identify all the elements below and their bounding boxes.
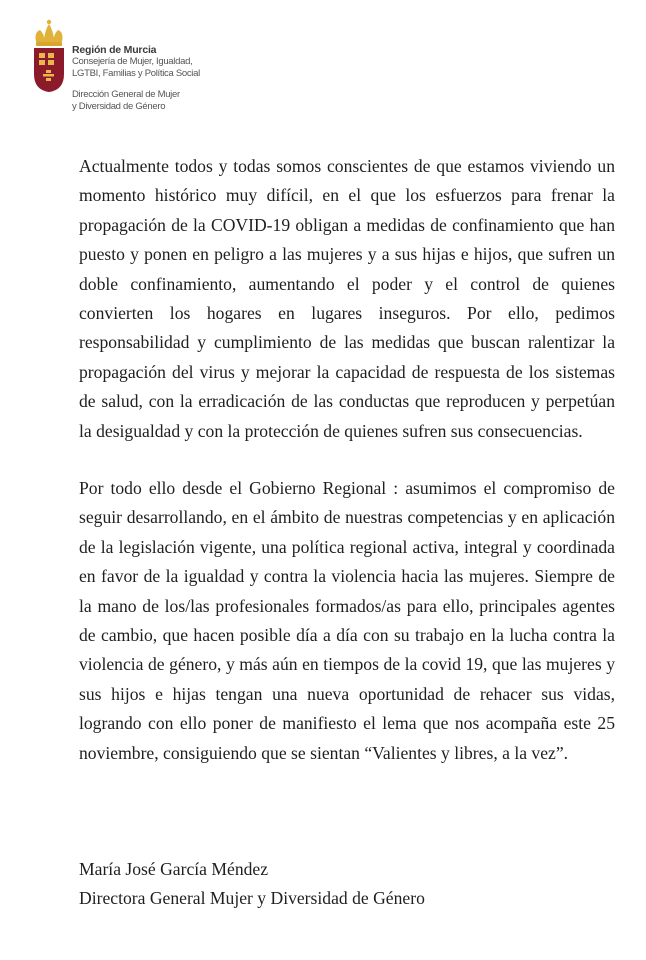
signatory-title: Directora General Mujer y Diversidad de Género: [79, 888, 425, 909]
organization-name: Región de Murcia: [72, 44, 157, 56]
region-de-murcia-coat-of-arms-icon: [32, 18, 66, 92]
directorate-line-2: y Diversidad de Género: [72, 100, 166, 112]
signatory-name: María José García Méndez: [79, 859, 269, 879]
organization-block: [72, 44, 200, 112]
directorate-line-1: Dirección General de Mujer: [72, 89, 180, 100]
paragraph-1: Actualmente todos y todas somos conscientes de que estamos viviendo un momento histórico muy difícil, en el que los esfuerzos para frenar la propagación de la COVID-19 obligan a medidas de confinamiento que han puesto y ponen en peligro a las mujeres y a sus hijas e hijos, que sufren un doble confinamiento, aumentando el poder y el control de quienes convierten los hogares en lugares inseguros. Por ello, pedimos responsabilidad y cumplimiento de las medidas que buscan ralentizar la propagación del virus y mejorar la capacidad de respuesta de los sistemas de salud, con la erradicación de las conductas que reproducen y perpetúan la desigualdad y con la protección de quienes sufren sus consecuencias.: [79, 156, 615, 441]
letter-body-paragraph-1: [79, 152, 615, 446]
letterhead: [28, 16, 248, 126]
department-line-1: Consejería de Mujer, Igualdad,: [72, 56, 193, 67]
paragraph-2: Por todo ello desde el Gobierno Regional : asumimos el compromiso de seguir desarrollando, en el ámbito de nuestras competencias y en aplicación de la legislación vigente, una política regional activa, integral y coordinada en favor de la igualdad y contra la violencia hacia las mujeres. Siempre de la mano de los/las profesionales formados/as para ello, principales agentes de cambio, que hacen posible día a día con su trabajo en la lucha contra la violencia de género, y más aún en tiempos de la covid 19, que las mujeres y sus hijos e hijas tengan una nueva oportunidad de rehacer sus vidas, logrando con ello poner de manifiesto el lema que nos acompaña este 25 noviembre, consiguiendo que se sientan “Valientes y libres, a la vez”.: [79, 478, 615, 763]
letter-body-paragraph-2: [79, 474, 615, 768]
department-line-2: LGTBI, Familias y Política Social: [72, 67, 200, 79]
signature-block: [79, 855, 425, 914]
